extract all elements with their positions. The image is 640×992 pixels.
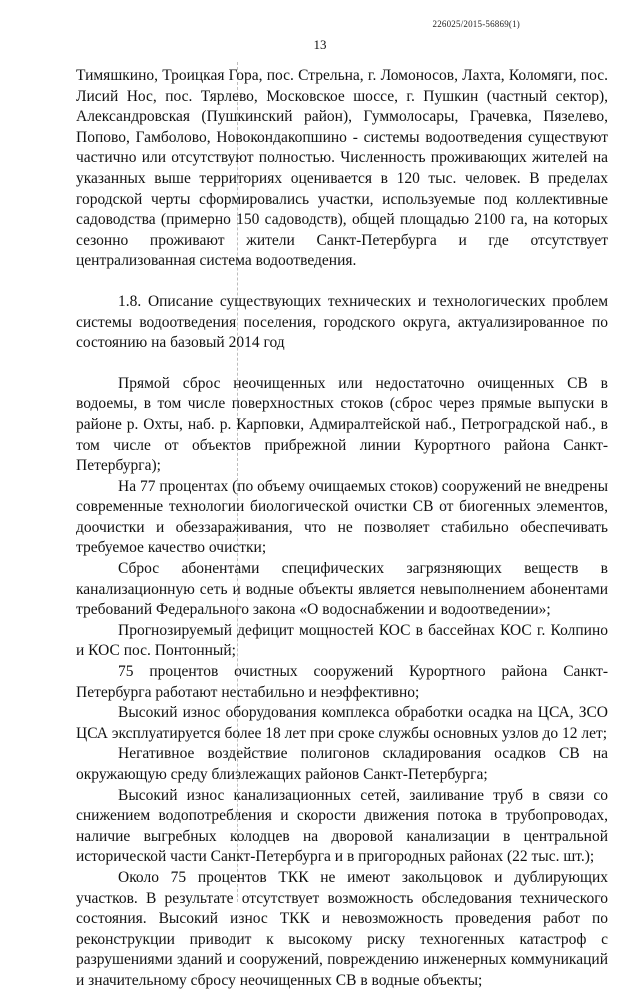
paragraph-biological-treatment: На 77 процентах (по объему очищаемых стоков) сооружений не внедрены современные технологии биологической очистки СВ от биогенных элементов, доочистки и обеззараживания, что не позволяет стабильно обеспечивать требуемое качество очистки; [76,477,608,557]
section-heading-1-8: 1.8. Описание существующих технических и технологических проблем системы водоотведения поселения, городского округа, актуализированное по состоянию на базовый 2014 год [76,292,608,352]
paragraph-specific-pollutants: Сброс абонентами специфических загрязняющих веществ в канализационную сеть и водные объекты является невыполнением абонентами требований Федерального закона «О водоснабжении и водоотведении»; [76,560,608,619]
page-number: 13 [313,37,327,52]
document-body [76,66,608,992]
paragraph-sewer-wear: Высокий износ канализационных сетей, заиливание труб в связи со снижением водопотребления и скорости движения потока в трубопроводах, наличие выгребных колодцев на дворовой канализации в центральной исторической части Санкт-Петербурга и в пригородных районах (22 тыс. шт.); [76,786,608,866]
paragraph-landfills: Негативное воздействие полигонов складирования осадков СВ на окружающую среду близлежащих районов Санкт-Петербурга; [76,745,608,783]
paragraph-sludge-equipment: Высокий износ оборудования комплекса обработки осадка на ЦСА, ЗСО ЦСА эксплуатируется более 18 лет при сроке службы основных узлов до 12 лет; [76,704,608,742]
paragraph-capacity-deficit: Прогнозируемый дефицит мощностей КОС в бассейнах КОС г. Колпино и КОС пос. Понтонный; [76,621,608,660]
paragraph-settlements-list: Тимяшкино, Троицкая Гора, пос. Стрельна, г. Ломоносов, Лахта, Коломяги, пос. Лисий Нос, пос. Тярлево, Московское шоссе, г. Пушкин (частный сектор), Александровская (Пушкинский район), Гуммолосары, Грачевка, Пязелево, Попово, Гамболово, Новокондакопшино - системы водоотведения существуют частично или отсутствуют полностью. Численность проживающих жителей на указанных выше территориях оценивается в 120 тыс. человек. В пределах городской черты сформировались участки, используемые под коллективные садоводства (примерно 150 садоводств), общей площадью 2100 га, на которых сезонно проживают жители Санкт-Петербурга и где отсутствует централизованная система водоотведения. [76,67,608,270]
spacer [76,272,608,292]
document-number: 226025/2015-56869(1) [432,19,520,29]
paragraph-kurortny-plants: 75 процентов очистных сооружений Курортного района Санкт-Петербурга работают нестабильно и неэффективно; [76,663,608,701]
paragraph-direct-discharge: Прямой сброс неочищенных или недостаточно очищенных СВ в водоемы, в том числе поверхностных стоков (сброс через прямые выпуски в районе р. Охты, наб. р. Карповки, Адмиралтейской наб., Петроградской наб., в том числе от объектов прибрежной линии Курортного района Санкт-Петербурга); [76,374,608,475]
paragraph-tkk-tunnels: Около 75 процентов ТКК не имеют закольцовок и дублирующих участков. В результате отсутствует возможность обследования технического состояния. Высокий износ ТКК и невозможность проведения работ по реконструкции приводит к высокому риску техногенных катастроф с разрушениями зданий и сооружений, повреждению инженерных коммуникаций и значительному сбросу неочищенных СВ в водные объекты; [76,868,608,989]
spacer [76,354,608,374]
